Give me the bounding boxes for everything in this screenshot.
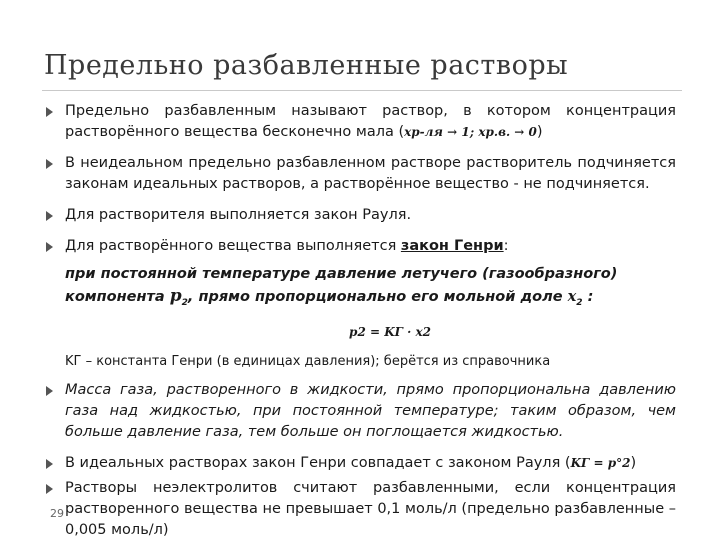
- x-symbol: x: [567, 288, 577, 305]
- p-subscript: 2: [181, 297, 188, 308]
- bullet-text: В неидеальном предельно разбавленном растворе растворитель подчиняется законам идеальных растворов, а растворённое вещество - не подчиняется.: [65, 155, 676, 192]
- bullet-item: [44, 380, 676, 443]
- bullet-item: [44, 205, 676, 226]
- bullet-text: Масса газа, растворенного в жидкости, прямо пропорциональна давлению газа над жидкостью, при постоянной температуре; таким образом, чем больше давление газа, тем больше он поглощается жидкостью.: [65, 381, 676, 440]
- henry-formula: p2 = KГ · x2: [349, 324, 431, 339]
- bullet-arrow-icon: [46, 386, 53, 396]
- bullet-text: В идеальных растворах закон Генри совпадает с законом Рауля (: [65, 454, 571, 471]
- page-number: 29: [50, 507, 64, 520]
- slide-title: Предельно разбавленные растворы: [44, 50, 569, 81]
- raoult-henry-formula: KГ = p°2: [570, 455, 631, 470]
- slide-content: [44, 101, 676, 541]
- p-symbol: p: [169, 286, 182, 306]
- bullet-item: [44, 478, 676, 541]
- bullet-text-end: ): [536, 124, 543, 140]
- x-subscript: 2: [576, 297, 583, 308]
- bullet-arrow-icon: [46, 159, 53, 169]
- bullet-item: [44, 153, 676, 195]
- bullet-text: Предельно разбавленным называют раствор, в котором концентрация растворённого вещества бесконечно мала (: [65, 103, 676, 140]
- bullet-text: Для растворённого вещества выполняется: [65, 238, 401, 254]
- bullet-text-end: ): [630, 454, 637, 471]
- bullet-text-end: :: [503, 238, 509, 254]
- bullet-arrow-icon: [46, 242, 53, 252]
- bullet-arrow-icon: [46, 211, 53, 221]
- bullet-item: [44, 453, 676, 474]
- henry-law-statement: при постоянной температуре давление летучего (газообразного) компонента $p_2$, прямо пропорционально его мольной доле $x_2$ :: [65, 266, 618, 308]
- dilution-formula: xр-ля → 1; xр.в. → 0: [404, 125, 537, 139]
- henry-law-link[interactable]: закон Генри: [400, 238, 504, 254]
- bullet-arrow-icon: [46, 107, 53, 117]
- henry-formula-row: [44, 322, 676, 343]
- bullet-arrow-icon: [46, 459, 53, 469]
- bullet-item: [44, 101, 676, 143]
- bullet-item: [44, 236, 676, 257]
- bullet-text: Для растворителя выполняется закон Рауля.: [65, 207, 412, 223]
- bullet-arrow-icon: [46, 484, 53, 494]
- title-divider: [42, 90, 682, 91]
- henry-constant-note: KГ – константа Генри (в единицах давления); берётся из справочника: [65, 353, 551, 369]
- bullet-text: Растворы неэлектролитов считают разбавленными, если концентрация растворенного вещества не превышает 0,1 моль/л (предельно разбавленные – 0,005 моль/л): [65, 479, 676, 538]
